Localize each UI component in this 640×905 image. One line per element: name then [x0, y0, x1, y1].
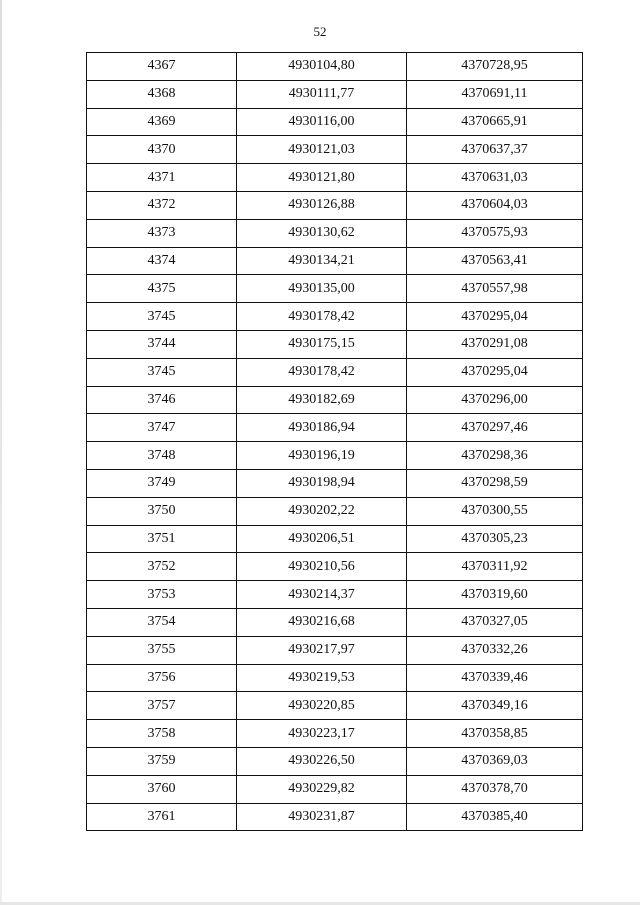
x-coordinate-cell: 4930104,80	[237, 53, 407, 81]
x-coordinate-cell: 4930111,77	[237, 80, 407, 108]
point-number-cell: 4374	[87, 247, 237, 275]
table-row	[87, 80, 583, 108]
x-coordinate-cell: 4930217,97	[237, 636, 407, 664]
y-coordinate-cell: 4370296,00	[407, 386, 583, 414]
y-coordinate-cell: 4370332,26	[407, 636, 583, 664]
table-row	[87, 553, 583, 581]
y-coordinate-cell: 4370378,70	[407, 775, 583, 803]
x-coordinate-cell: 4930121,80	[237, 164, 407, 192]
x-coordinate-cell: 4930206,51	[237, 525, 407, 553]
x-coordinate-cell: 4930175,15	[237, 330, 407, 358]
y-coordinate-cell: 4370291,08	[407, 330, 583, 358]
page-number: 52	[313, 24, 327, 39]
table-row	[87, 247, 583, 275]
table-row	[87, 303, 583, 331]
point-number-cell: 3747	[87, 414, 237, 442]
y-coordinate-cell: 4370297,46	[407, 414, 583, 442]
table-row	[87, 775, 583, 803]
point-number-cell: 3748	[87, 442, 237, 470]
table-row	[87, 636, 583, 664]
point-number-cell: 3761	[87, 803, 237, 831]
y-coordinate-cell: 4370575,93	[407, 219, 583, 247]
point-number-cell: 4370	[87, 136, 237, 164]
x-coordinate-cell: 4930134,21	[237, 247, 407, 275]
x-coordinate-cell: 4930121,03	[237, 136, 407, 164]
y-coordinate-cell: 4370563,41	[407, 247, 583, 275]
table-row	[87, 414, 583, 442]
y-coordinate-cell: 4370298,59	[407, 469, 583, 497]
x-coordinate-cell: 4930116,00	[237, 108, 407, 136]
y-coordinate-cell: 4370319,60	[407, 581, 583, 609]
x-coordinate-cell: 4930182,69	[237, 386, 407, 414]
y-coordinate-cell: 4370295,04	[407, 358, 583, 386]
x-coordinate-cell: 4930196,19	[237, 442, 407, 470]
point-number-cell: 4371	[87, 164, 237, 192]
point-number-cell: 4368	[87, 80, 237, 108]
point-number-cell: 3753	[87, 581, 237, 609]
point-number-cell: 4367	[87, 53, 237, 81]
table-row	[87, 469, 583, 497]
x-coordinate-cell: 4930231,87	[237, 803, 407, 831]
point-number-cell: 3744	[87, 330, 237, 358]
point-number-cell: 4369	[87, 108, 237, 136]
y-coordinate-cell: 4370300,55	[407, 497, 583, 525]
y-coordinate-cell: 4370305,23	[407, 525, 583, 553]
y-coordinate-cell: 4370631,03	[407, 164, 583, 192]
x-coordinate-cell: 4930126,88	[237, 191, 407, 219]
x-coordinate-cell: 4930178,42	[237, 358, 407, 386]
coordinates-table-body	[87, 53, 583, 831]
x-coordinate-cell: 4930186,94	[237, 414, 407, 442]
y-coordinate-cell: 4370728,95	[407, 53, 583, 81]
table-row	[87, 747, 583, 775]
point-number-cell: 3754	[87, 608, 237, 636]
point-number-cell: 3751	[87, 525, 237, 553]
y-coordinate-cell: 4370327,05	[407, 608, 583, 636]
coordinates-table	[86, 52, 583, 831]
y-coordinate-cell: 4370637,37	[407, 136, 583, 164]
table-row	[87, 581, 583, 609]
table-row	[87, 275, 583, 303]
table-row	[87, 803, 583, 831]
x-coordinate-cell: 4930220,85	[237, 692, 407, 720]
point-number-cell: 3756	[87, 664, 237, 692]
x-coordinate-cell: 4930216,68	[237, 608, 407, 636]
y-coordinate-cell: 4370691,11	[407, 80, 583, 108]
table-row	[87, 497, 583, 525]
y-coordinate-cell: 4370311,92	[407, 553, 583, 581]
point-number-cell: 3749	[87, 469, 237, 497]
table-row	[87, 164, 583, 192]
table-row	[87, 330, 583, 358]
y-coordinate-cell: 4370369,03	[407, 747, 583, 775]
coordinates-table-wrapper	[86, 52, 583, 831]
table-row	[87, 386, 583, 414]
table-row	[87, 191, 583, 219]
table-row	[87, 442, 583, 470]
point-number-cell: 3757	[87, 692, 237, 720]
y-coordinate-cell: 4370604,03	[407, 191, 583, 219]
table-row	[87, 358, 583, 386]
point-number-cell: 3759	[87, 747, 237, 775]
x-coordinate-cell: 4930130,62	[237, 219, 407, 247]
x-coordinate-cell: 4930210,56	[237, 553, 407, 581]
point-number-cell: 3755	[87, 636, 237, 664]
point-number-cell: 3760	[87, 775, 237, 803]
point-number-cell: 4375	[87, 275, 237, 303]
point-number-cell: 3752	[87, 553, 237, 581]
table-row	[87, 136, 583, 164]
y-coordinate-cell: 4370665,91	[407, 108, 583, 136]
point-number-cell: 4373	[87, 219, 237, 247]
y-coordinate-cell: 4370385,40	[407, 803, 583, 831]
table-row	[87, 525, 583, 553]
table-row	[87, 219, 583, 247]
point-number-cell: 3746	[87, 386, 237, 414]
y-coordinate-cell: 4370295,04	[407, 303, 583, 331]
y-coordinate-cell: 4370358,85	[407, 720, 583, 748]
x-coordinate-cell: 4930214,37	[237, 581, 407, 609]
table-row	[87, 108, 583, 136]
point-number-cell: 3745	[87, 303, 237, 331]
x-coordinate-cell: 4930226,50	[237, 747, 407, 775]
x-coordinate-cell: 4930229,82	[237, 775, 407, 803]
x-coordinate-cell: 4930223,17	[237, 720, 407, 748]
table-row	[87, 664, 583, 692]
point-number-cell: 3745	[87, 358, 237, 386]
y-coordinate-cell: 4370339,46	[407, 664, 583, 692]
page-edge-left	[0, 0, 2, 905]
x-coordinate-cell: 4930135,00	[237, 275, 407, 303]
table-row	[87, 692, 583, 720]
point-number-cell: 4372	[87, 191, 237, 219]
x-coordinate-cell: 4930198,94	[237, 469, 407, 497]
table-row	[87, 53, 583, 81]
x-coordinate-cell: 4930202,22	[237, 497, 407, 525]
table-row	[87, 608, 583, 636]
y-coordinate-cell: 4370298,36	[407, 442, 583, 470]
x-coordinate-cell: 4930219,53	[237, 664, 407, 692]
point-number-cell: 3750	[87, 497, 237, 525]
x-coordinate-cell: 4930178,42	[237, 303, 407, 331]
table-row	[87, 720, 583, 748]
point-number-cell: 3758	[87, 720, 237, 748]
y-coordinate-cell: 4370557,98	[407, 275, 583, 303]
y-coordinate-cell: 4370349,16	[407, 692, 583, 720]
